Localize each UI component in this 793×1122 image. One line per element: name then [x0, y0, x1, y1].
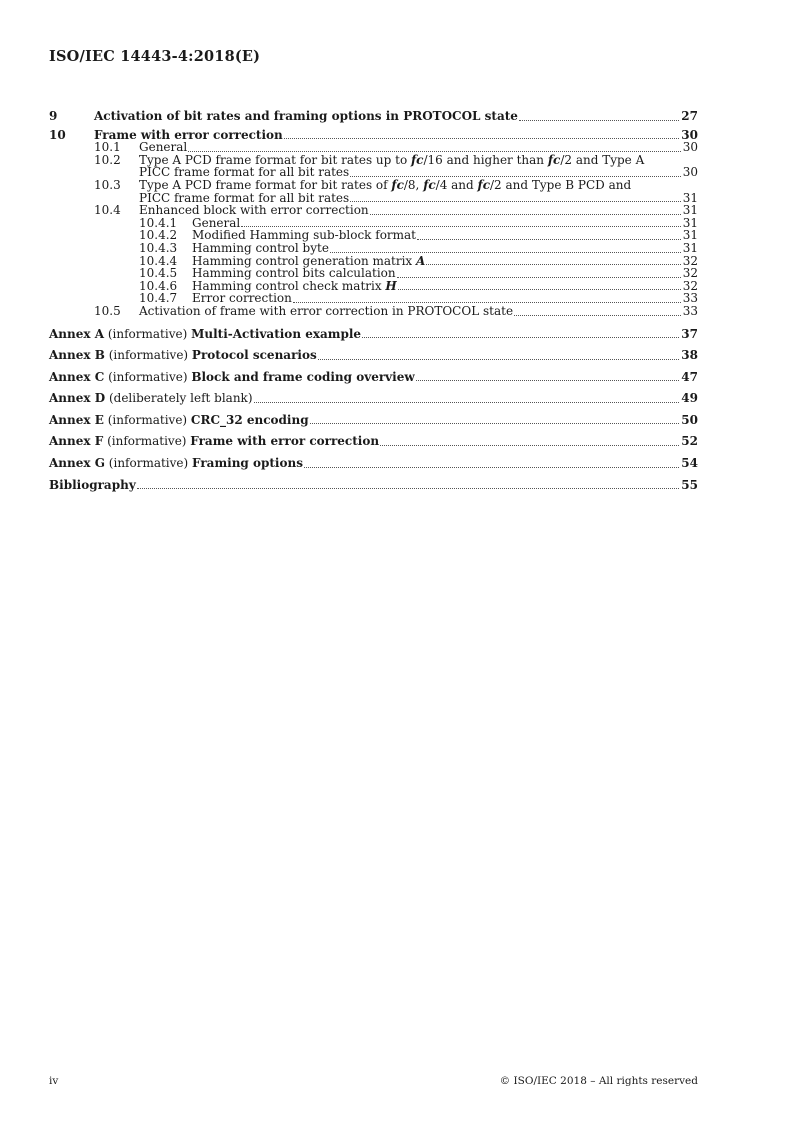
dot-leader: [284, 138, 680, 139]
toc-entry-annex-c[interactable]: [49, 371, 698, 384]
toc-number: 10.4.3: [139, 240, 178, 255]
toc-page: 33: [682, 291, 698, 306]
dot-leader: [310, 423, 680, 424]
dot-leader: [417, 239, 681, 240]
toc-title-text: /8,: [403, 177, 424, 192]
toc-title: Enhanced block with error correction: [139, 203, 369, 218]
annex-title: Frame with error correction: [190, 434, 380, 449]
toc-number: 10.2: [94, 152, 121, 167]
toc-number: 10: [49, 127, 66, 142]
document-header: ISO/IEC 14443-4:2018(E): [49, 48, 261, 65]
toc-entry-9[interactable]: [49, 110, 698, 123]
dot-leader: [188, 151, 680, 152]
toc-page: 30: [681, 127, 698, 142]
toc-title: Activation of bit rates and framing options in PROTOCOL state: [94, 109, 518, 123]
dot-leader: [350, 176, 681, 177]
toc-number: 10.1: [94, 140, 121, 155]
toc-page: 33: [682, 303, 698, 318]
annex-label: Annex G: [49, 456, 105, 471]
toc-title: [49, 457, 303, 470]
toc-title-text: Type A PCD frame format for bit rates up to: [139, 152, 411, 167]
annex-label: Annex C: [49, 369, 105, 384]
toc-title-text: /2 and Type B PCD and: [490, 177, 632, 192]
toc-title: Modified Hamming sub-block format: [192, 228, 417, 243]
toc-entry-annex-a[interactable]: [49, 328, 698, 341]
toc-page: 30: [682, 165, 698, 180]
toc-entry-annex-b[interactable]: [49, 349, 698, 362]
fc-symbol: fc: [423, 177, 436, 192]
toc-page: 52: [681, 434, 698, 449]
toc-title: [49, 414, 309, 427]
annex-info: (deliberately left blank): [105, 391, 253, 406]
dot-leader: [514, 315, 681, 316]
toc-entry-annex-f[interactable]: [49, 435, 698, 448]
toc-number: 10.4.4: [139, 253, 178, 268]
dot-leader: [330, 252, 681, 253]
dot-leader: [397, 277, 681, 278]
toc-title: Frame with error correction: [94, 127, 283, 142]
dot-leader: [254, 402, 680, 403]
toc-entry-10-2[interactable]: [49, 154, 698, 179]
toc-number: 10.3: [94, 177, 121, 192]
annex-label: Annex E: [49, 412, 104, 427]
dot-leader: [293, 302, 681, 303]
footer-page-number: iv: [49, 1075, 59, 1087]
dot-leader: [519, 120, 679, 121]
toc-title: Hamming control byte: [192, 240, 329, 255]
annex-label: Annex B: [49, 348, 105, 363]
toc-page: 32: [682, 278, 698, 293]
toc-title: [49, 371, 415, 384]
dot-leader: [362, 337, 679, 338]
annex-info: (informative): [104, 348, 192, 363]
toc-title-text: Hamming control generation matrix: [192, 253, 416, 268]
toc-title: [49, 435, 379, 448]
dot-leader: [370, 214, 681, 215]
annex-info: (informative): [103, 434, 191, 449]
toc-title: Error correction: [192, 291, 292, 306]
toc-page: 30: [682, 140, 698, 155]
annex-info: (informative): [104, 326, 192, 341]
toc-number: 10.5: [94, 303, 121, 318]
toc-title: [49, 349, 317, 362]
footer-copyright: © ISO/IEC 2018 – All rights reserved: [499, 1075, 698, 1087]
fc-symbol: fc: [391, 177, 404, 192]
toc-page: 37: [681, 326, 698, 341]
toc-page: 31: [682, 203, 698, 218]
toc-number: 10.4.6: [139, 278, 178, 293]
annex-title: CRC_32 encoding: [190, 412, 309, 427]
toc-page: 55: [681, 477, 698, 492]
toc-entry-10-5[interactable]: [49, 305, 698, 318]
fc-symbol: fc: [477, 177, 490, 192]
toc-title-text: PICC frame format for all bit rates: [139, 165, 350, 180]
dot-leader: [380, 445, 679, 446]
toc-title-text: Type A PCD frame format for bit rates of: [139, 177, 392, 192]
toc-title: Activation of frame with error correction in PROTOCOL state: [139, 303, 514, 318]
toc-entry-annex-d[interactable]: [49, 392, 698, 405]
annex-label: Annex D: [49, 391, 106, 406]
toc-page: 50: [681, 412, 698, 427]
toc-entry-10-4[interactable]: [49, 204, 698, 217]
annex-label: Annex A: [49, 326, 105, 341]
dot-leader: [398, 289, 681, 290]
toc-title: [49, 392, 253, 405]
toc-page: 54: [681, 456, 698, 471]
toc-title-text: Hamming control check matrix: [192, 278, 386, 293]
annex-info: (informative): [104, 369, 192, 384]
toc-page: 32: [682, 266, 698, 281]
toc-title-text: /2 and Type A: [560, 152, 645, 167]
table-of-contents: [49, 110, 698, 491]
toc-number: 10.4.1: [139, 215, 178, 230]
toc-title: General: [139, 140, 188, 155]
fc-symbol: fc: [411, 152, 424, 167]
toc-page: 31: [682, 190, 698, 205]
dot-leader: [416, 380, 680, 381]
toc-title-text: /16 and higher than: [423, 152, 548, 167]
annex-label: Annex F: [49, 434, 104, 449]
toc-title-text: PICC frame format for all bit rates: [139, 190, 350, 205]
toc-title: Bibliography: [49, 477, 136, 492]
toc-multiline-title: [139, 154, 698, 179]
toc-page: 32: [682, 253, 698, 268]
toc-page: 31: [682, 215, 698, 230]
dot-leader: [350, 201, 681, 202]
annex-title: Framing options: [192, 456, 303, 471]
toc-number: 10.4.5: [139, 266, 178, 281]
toc-title: Hamming control bits calculation: [192, 266, 396, 281]
toc-title-line-1: [139, 179, 698, 192]
matrix-symbol: A: [416, 253, 426, 268]
annex-title: Multi-Activation example: [191, 326, 362, 341]
dot-leader: [426, 264, 680, 265]
annex-info: (informative): [104, 456, 193, 471]
dot-leader: [241, 226, 680, 227]
fc-symbol: fc: [547, 152, 561, 167]
toc-title: [49, 328, 361, 341]
toc-title: General: [192, 215, 241, 230]
annex-title: Block and frame coding overview: [191, 369, 415, 384]
toc-page: 27: [681, 109, 698, 123]
annex-info: (informative): [103, 412, 191, 427]
toc-entry-annex-e[interactable]: [49, 414, 698, 427]
toc-page: 38: [681, 348, 698, 363]
toc-entry-bibliography[interactable]: [49, 479, 698, 492]
toc-number: 10.4: [94, 203, 121, 218]
dot-leader: [304, 467, 679, 468]
dot-leader: [318, 359, 680, 360]
annex-title: Protocol scenarios: [191, 348, 317, 363]
toc-multiline-title: [139, 179, 698, 204]
toc-page: 31: [682, 240, 698, 255]
toc-page: 47: [681, 369, 698, 384]
dot-leader: [137, 488, 680, 489]
toc-entry-10-3[interactable]: [49, 179, 698, 204]
toc-title-text: /4 and: [435, 177, 478, 192]
toc-page: 31: [682, 228, 698, 243]
toc-number: 10.4.2: [139, 228, 178, 243]
matrix-symbol: H: [385, 278, 397, 293]
toc-page: 49: [681, 391, 698, 406]
toc-entry-annex-g[interactable]: [49, 457, 698, 470]
toc-number: 9: [49, 109, 58, 123]
toc-number: 10.4.7: [139, 291, 178, 306]
